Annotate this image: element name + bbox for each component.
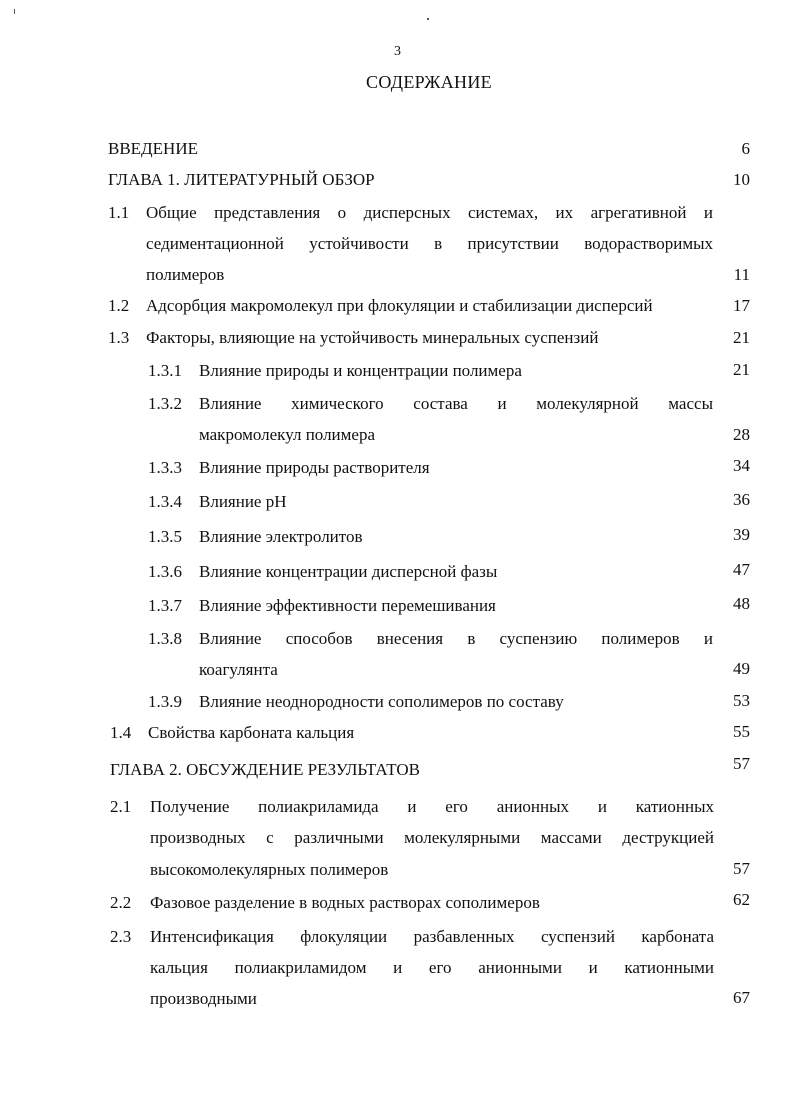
toc-entry-page: 36 (733, 490, 750, 509)
toc-entry-page: 21 (733, 360, 750, 379)
toc-entry-title: Влияние неоднородности сополимеров по составу (199, 692, 564, 711)
toc-entry-page: 39 (733, 525, 750, 544)
toc-entry-page: 48 (733, 594, 750, 613)
toc-entry-page: 57 (733, 859, 750, 878)
toc-entry-title: Влияние pH (199, 492, 287, 511)
toc-entry-title: Влияние электролитов (199, 527, 363, 546)
page-number: 3 (394, 44, 401, 59)
toc-entry-number: 1.3.3 (148, 458, 182, 477)
toc-entry-page: 47 (733, 560, 750, 579)
toc-entry-page: 55 (733, 722, 750, 741)
toc-entry-number: 1.4 (110, 723, 132, 742)
toc-entry-title-line: полимеров (146, 265, 225, 284)
toc-entry-number: 1.3.5 (148, 527, 182, 546)
toc-entry-title: Влияние природы растворителя (199, 458, 430, 477)
toc-entry-page: 21 (733, 328, 750, 347)
scan-speck-top (427, 18, 429, 20)
toc-entry-page: 11 (733, 265, 750, 284)
toc-entry-title-line: высокомолекулярных полимеров (150, 860, 389, 879)
toc-entry-title: Влияние эффективности перемешивания (199, 596, 496, 615)
toc-entry-title: Влияние концентрации дисперсной фазы (199, 562, 498, 581)
toc-entry-title-line: Получение полиакриламида и его анионных и катионных (150, 797, 714, 816)
toc-entry-title-line: Влияние способов внесения в суспензию полимеров и (199, 629, 713, 648)
toc-entry-title-line: седиментационной устойчивости в присутствии водорастворимых (146, 234, 713, 253)
toc-entry-title: ГЛАВА 2. ОБСУЖДЕНИЕ РЕЗУЛЬТАТОВ (110, 760, 420, 779)
toc-entry-page: 34 (733, 456, 750, 475)
toc-entry-title-line: Влияние химического состава и молекулярной массы (199, 394, 713, 413)
toc-entry-number: 1.3 (108, 328, 130, 347)
toc-entry-page: 28 (733, 425, 750, 444)
toc-entry-title-line: макромолекул полимера (199, 425, 375, 444)
toc-entry-title-line: производных с различными молекулярными массами деструкцией (150, 828, 714, 847)
toc-entry-number: 1.3.7 (148, 596, 182, 615)
toc-entry-title-line: коагулянта (199, 660, 278, 679)
toc-entry-page: 6 (741, 139, 750, 158)
toc-entry-title: Адсорбция макромолекул при флокуляции и стабилизации дисперсий (146, 296, 653, 315)
toc-entry-number: 1.3.8 (148, 629, 182, 648)
toc-entry-page: 62 (733, 890, 750, 909)
toc-entry-number: 1.3.4 (148, 492, 182, 511)
toc-entry-title: Факторы, влияющие на устойчивость минеральных суспензий (146, 328, 599, 347)
toc-entry-number: 2.1 (110, 797, 132, 816)
toc-entry-title-line: Общие представления о дисперсных системах, их агрегативной и (146, 203, 713, 222)
toc-entry-number: 2.3 (110, 927, 132, 946)
toc-entry-number: 1.3.2 (148, 394, 182, 413)
toc-entry-title: ГЛАВА 1. ЛИТЕРАТУРНЫЙ ОБЗОР (108, 170, 375, 189)
toc-entry-page: 10 (733, 170, 750, 189)
scan-speck-left (14, 9, 15, 14)
toc-entry-title: Влияние природы и концентрации полимера (199, 361, 522, 380)
toc-entry-title: Свойства карбоната кальция (148, 723, 355, 742)
page-title: СОДЕРЖАНИЕ (366, 72, 492, 92)
toc-entry-page: 17 (733, 296, 750, 315)
toc-entry-number: 1.2 (108, 296, 130, 315)
toc-entry-title-line: Интенсификация флокуляции разбавленных суспензий карбоната (150, 927, 714, 946)
toc-entry-title: Фазовое разделение в водных растворах сополимеров (150, 893, 540, 912)
toc-entry-number: 1.3.9 (148, 692, 182, 711)
toc-entry-number: 1.1 (108, 203, 130, 222)
toc-entry-page: 49 (733, 659, 750, 678)
toc-entry-number: 1.3.1 (148, 361, 182, 380)
toc-entry-title-line: кальция полиакриламидом и его анионными и катионными (150, 958, 714, 977)
toc-entry-page: 53 (733, 691, 750, 710)
toc-entry-number: 2.2 (110, 893, 132, 912)
toc-entry-title: ВВЕДЕНИЕ (108, 139, 198, 158)
toc-entry-page: 67 (733, 988, 750, 1007)
toc-entry-page: 57 (733, 754, 750, 773)
toc-entry-number: 1.3.6 (148, 562, 182, 581)
toc-entry-title-line: производными (150, 989, 257, 1008)
